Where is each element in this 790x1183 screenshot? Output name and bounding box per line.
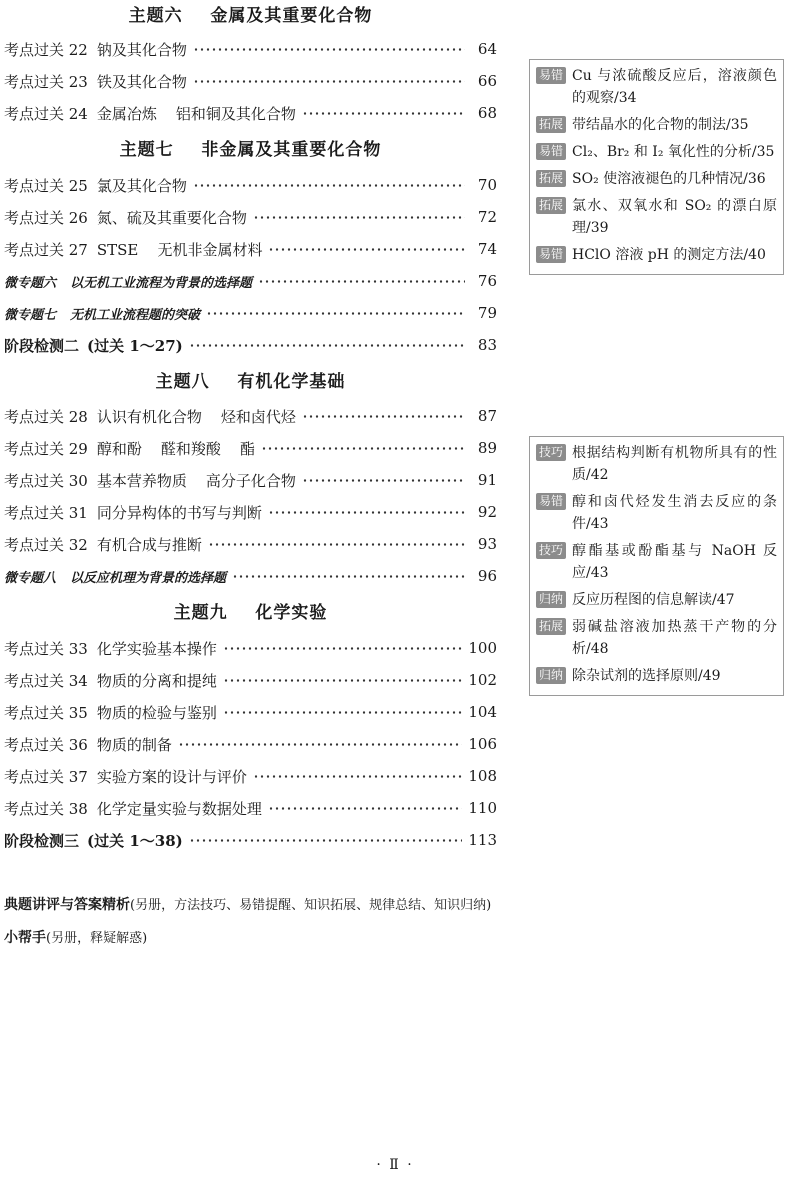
dot-leader [261, 447, 465, 450]
tips-box-organic [529, 436, 784, 696]
page-number: · Ⅱ · [376, 1157, 414, 1173]
tip-tag: 拓展 [536, 618, 566, 635]
toc-entry[interactable] [4, 468, 497, 492]
entry-page: 87 [477, 407, 497, 425]
entry-label: 考点过关 35 [4, 703, 88, 722]
tip-item [536, 540, 777, 584]
entry-page: 93 [477, 535, 497, 553]
toc-entry[interactable] [4, 436, 497, 460]
dot-leader [206, 312, 465, 315]
entry-page: 83 [477, 336, 497, 354]
toc-entry[interactable] [4, 532, 497, 556]
entry-title: 以无机工业流程为背景的选择题 [70, 275, 253, 291]
entry-page: 110 [468, 799, 497, 817]
dot-leader [268, 248, 465, 251]
entry-label: 考点过关 26 [4, 208, 88, 227]
tip-item [536, 442, 777, 486]
tip-item [536, 141, 777, 163]
topic9-title: 主题九 化学实验 [173, 603, 328, 623]
tip-tag: 易错 [536, 246, 566, 263]
topic7-title: 主题七 非金属及其重要化合物 [119, 140, 382, 160]
entry-page: 79 [477, 304, 497, 322]
tip-text: HClO 溶液 pH 的测定方法/40 [572, 247, 766, 263]
entry-title: 物质的制备 [96, 735, 172, 754]
entry-label: 阶段检测二 [4, 336, 80, 355]
tip-text: 醇酯基或酚酯基与 NaOH 反应/43 [572, 543, 777, 581]
entry-title: (过关 1～38) [87, 831, 183, 850]
tip-text: 带结晶水的化合物的制法/35 [572, 117, 749, 133]
entry-page: 89 [477, 439, 497, 457]
entry-page: 70 [477, 176, 497, 194]
entry-label: 微专题八 [4, 570, 57, 586]
dot-leader [193, 48, 465, 51]
tip-item [536, 491, 777, 535]
entry-title: 铁及其化合物 [96, 72, 187, 91]
entry-page: 91 [477, 471, 497, 489]
tip-tag: 归纳 [536, 591, 566, 608]
tip-item [536, 589, 777, 611]
toc-entry[interactable] [4, 668, 497, 692]
dot-leader [208, 543, 465, 546]
entry-page: 68 [477, 104, 497, 122]
tip-tag: 拓展 [536, 197, 566, 214]
tip-tag: 易错 [536, 67, 566, 84]
stage-test-entry[interactable] [4, 828, 497, 852]
tip-item [536, 168, 777, 190]
dot-leader [253, 216, 465, 219]
tip-tag: 拓展 [536, 116, 566, 133]
dot-leader [258, 280, 465, 283]
supplement-answers-note: (另册，方法技巧、易错提醒、知识拓展、规律总结、知识归纳) [130, 898, 492, 913]
entry-page: 113 [468, 831, 497, 849]
tip-text: 氯水、双氧水和 SO₂ 的漂白原理/39 [572, 198, 777, 236]
entry-page: 64 [477, 40, 497, 58]
entry-title: 钠及其化合物 [96, 40, 187, 59]
dot-leader [232, 575, 465, 578]
micro-topic-entry[interactable] [4, 269, 497, 293]
dot-leader [189, 839, 463, 842]
micro-topic-entry[interactable] [4, 564, 497, 588]
entry-title: STSE 无机非金属材料 [96, 240, 263, 259]
toc-entry[interactable] [4, 500, 497, 524]
entry-page: 108 [468, 767, 497, 785]
toc-entry[interactable] [4, 796, 497, 820]
dot-leader [268, 511, 465, 514]
entry-page: 104 [468, 703, 497, 721]
tip-text: Cu 与浓硫酸反应后，溶液颜色的观察/34 [572, 68, 777, 106]
dot-leader [302, 112, 465, 115]
dot-leader [268, 807, 462, 810]
tip-item [536, 65, 777, 109]
tip-text: Cl₂、Br₂ 和 I₂ 氧化性的分析/35 [572, 144, 775, 160]
tip-tag: 拓展 [536, 170, 566, 187]
tip-text: SO₂ 使溶液褪色的几种情况/36 [572, 171, 766, 187]
little-helper-line [4, 926, 147, 950]
entry-title: (过关 1～27) [87, 336, 183, 355]
toc-entry[interactable] [4, 237, 497, 261]
tip-tag: 归纳 [536, 667, 566, 684]
entry-title: 无机工业流程题的突破 [70, 307, 201, 323]
entry-page: 100 [468, 639, 497, 657]
tip-tag: 易错 [536, 143, 566, 160]
toc-entry[interactable] [4, 732, 497, 756]
toc-entry[interactable] [4, 205, 497, 229]
dot-leader [193, 80, 465, 83]
entry-title: 化学定量实验与数据处理 [96, 799, 262, 818]
toc-entry[interactable] [4, 636, 497, 660]
entry-page: 96 [477, 567, 497, 585]
tip-tag: 技巧 [536, 542, 566, 559]
tip-item [536, 616, 777, 660]
dot-leader [223, 647, 462, 650]
entry-label: 考点过关 27 [4, 240, 88, 259]
entry-title: 以反应机理为背景的选择题 [70, 570, 227, 586]
dot-leader [178, 743, 462, 746]
entry-label: 考点过关 31 [4, 503, 88, 522]
micro-topic-entry[interactable] [4, 301, 497, 325]
topic8-title: 主题八 有机化学基础 [155, 372, 346, 392]
dot-leader [253, 775, 462, 778]
dot-leader [189, 344, 465, 347]
toc-entry[interactable] [4, 404, 497, 428]
entry-label: 微专题七 [4, 307, 57, 323]
entry-title: 物质的分离和提纯 [96, 671, 217, 690]
stage-test-entry[interactable] [4, 333, 497, 357]
entry-page: 92 [477, 503, 497, 521]
entry-label: 考点过关 23 [4, 72, 88, 91]
entry-title: 氯及其化合物 [96, 176, 187, 195]
entry-title: 氮、硫及其重要化合物 [96, 208, 247, 227]
entry-page: 66 [477, 72, 497, 90]
dot-leader [193, 184, 465, 187]
entry-title: 基本营养物质 高分子化合物 [96, 471, 296, 490]
tip-item [536, 665, 777, 687]
toc-entry[interactable] [4, 37, 497, 61]
entry-label: 微专题六 [4, 275, 57, 291]
dot-leader [223, 711, 462, 714]
tip-text: 反应历程图的信息解读/47 [572, 592, 735, 608]
tip-item [536, 195, 777, 239]
entry-label: 阶段检测三 [4, 831, 80, 850]
tip-text: 除杂试剂的选择原则/49 [572, 668, 721, 684]
tip-text: 根据结构判断有机物所具有的性质/42 [572, 445, 777, 483]
dot-leader [302, 479, 465, 482]
entry-label: 考点过关 25 [4, 176, 88, 195]
tips-box-inorganic [529, 59, 784, 275]
entry-page: 102 [468, 671, 497, 689]
supplement-answers-line [4, 893, 491, 917]
toc-entry[interactable] [4, 700, 497, 724]
entry-title: 醇和酚 醛和羧酸 酯 [96, 439, 256, 458]
toc-entry[interactable] [4, 764, 497, 788]
entry-title: 金属冶炼 铝和铜及其化合物 [96, 104, 296, 123]
entry-title: 有机合成与推断 [96, 535, 202, 554]
tip-item [536, 114, 777, 136]
entry-label: 考点过关 22 [4, 40, 88, 59]
entry-label: 考点过关 32 [4, 535, 88, 554]
tip-tag: 易错 [536, 493, 566, 510]
entry-label: 考点过关 34 [4, 671, 88, 690]
supplement-answers-title: 典题讲评与答案精析 [4, 897, 130, 913]
entry-page: 72 [477, 208, 497, 226]
toc-entry[interactable] [4, 101, 497, 125]
dot-leader [223, 679, 462, 682]
topic6-title: 主题六 金属及其重要化合物 [128, 6, 373, 26]
entry-label: 考点过关 36 [4, 735, 88, 754]
entry-page: 76 [477, 272, 497, 290]
entry-title: 实验方案的设计与评价 [96, 767, 247, 786]
toc-entry[interactable] [4, 69, 497, 93]
little-helper-note: (另册，释疑解惑) [46, 931, 148, 946]
tip-tag: 技巧 [536, 444, 566, 461]
entry-label: 考点过关 28 [4, 407, 88, 426]
toc-entry[interactable] [4, 173, 497, 197]
entry-label: 考点过关 29 [4, 439, 88, 458]
tip-item [536, 244, 777, 266]
entry-page: 106 [468, 735, 497, 753]
entry-label: 考点过关 38 [4, 799, 88, 818]
entry-page: 74 [477, 240, 497, 258]
little-helper-title: 小帮手 [4, 930, 46, 946]
entry-label: 考点过关 30 [4, 471, 88, 490]
entry-label: 考点过关 33 [4, 639, 88, 658]
dot-leader [302, 415, 465, 418]
entry-title: 同分异构体的书写与判断 [96, 503, 262, 522]
entry-label: 考点过关 37 [4, 767, 88, 786]
entry-title: 物质的检验与鉴别 [96, 703, 217, 722]
tip-text: 弱碱盐溶液加热蒸干产物的分析/48 [572, 619, 777, 657]
entry-label: 考点过关 24 [4, 104, 88, 123]
entry-title: 认识有机化合物 烃和卤代烃 [96, 407, 296, 426]
entry-title: 化学实验基本操作 [96, 639, 217, 658]
tip-text: 醇和卤代烃发生消去反应的条件/43 [572, 494, 777, 532]
